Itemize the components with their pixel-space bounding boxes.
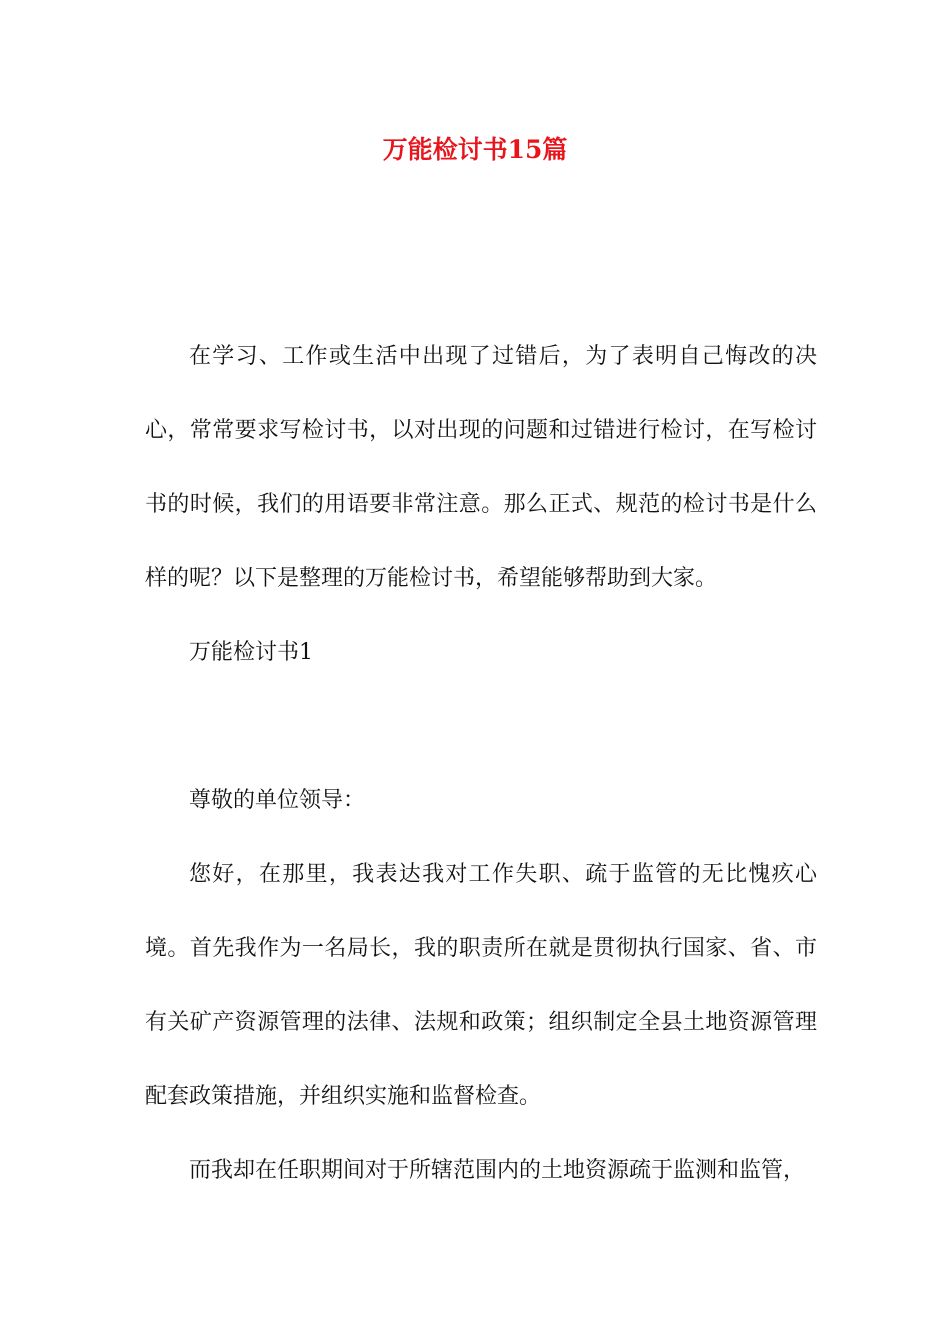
document-title: 万能检讨书15篇 (382, 135, 568, 164)
body-paragraph: 而我却在任职期间对于所辖范围内的土地资源疏于监测和监管， (189, 1158, 806, 1183)
document-body (145, 320, 817, 1208)
intro-paragraph: 在学习、工作或生活中出现了过错后，为了表明自己悔改的决心，常常要求写检讨书，以对出现的问题和过错进行检讨，在写检讨书的时候，我们的用语要非常注意。那么正式、规范的检讨书是什么样的呢？以下是整理的万能检讨书，希望能够帮助到大家。 (145, 344, 817, 591)
salutation: 尊敬的单位领导： (189, 788, 366, 813)
section-heading: 万能检讨书1 (189, 640, 313, 665)
body-paragraph: 您好，在那里，我表达我对工作失职、疏于监管的无比愧疚心境。首先我作为一名局长，我的职责所在就是贯彻执行国家、省、市有关矿产资源管理的法律、法规和政策；组织制定全县土地资源管理配套政策措施，并组织实施和监督检查。 (145, 862, 817, 1109)
blank-line (145, 690, 817, 764)
